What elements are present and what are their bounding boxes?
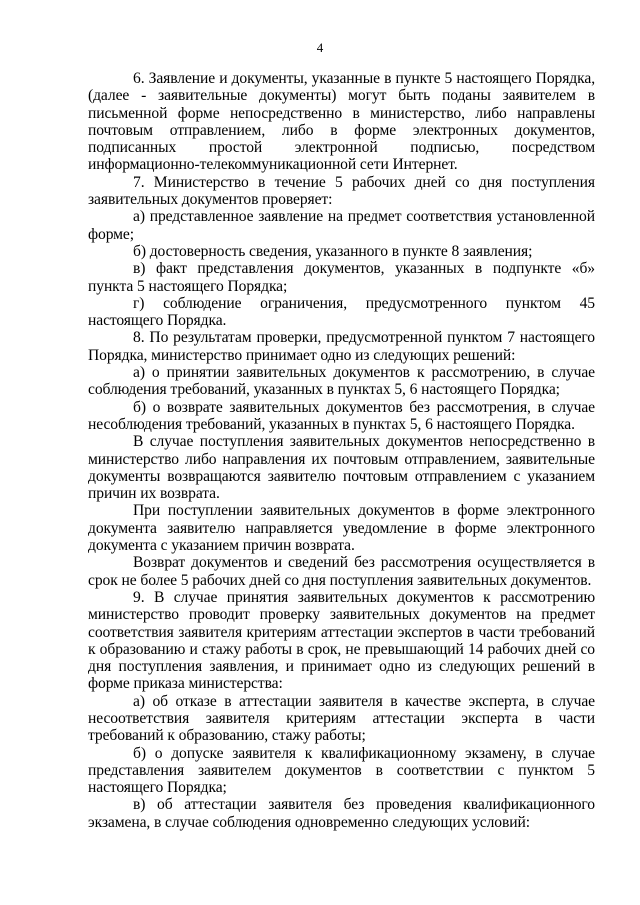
paragraph-9-b: б) о допуске заявителя к квалификационному экзамену, в случае представления заявителем документов в соответствии с пунктом 5 настоящего Порядка;	[88, 744, 595, 797]
paragraph-6: 6. Заявление и документы, указанные в пункте 5 настоящего Порядка, (далее - заявительные документы) могут быть поданы заявителем в письменной форме непосредственно в министерство, либо направлены почтовым отправлением, либо в форме электронных документов, подписанных простой электронной подписью, посредством информационно-телекоммуникационной сети Интернет.	[88, 70, 595, 174]
paragraph-9: 9. В случае принятия заявительных документов к рассмотрению министерство проводит проверку заявительных документов на предмет соответствия заявителя критериям аттестации экспертов в части требований к образованию и стажу работы в срок, не превышающий 14 рабочих дней со дня поступления заявления, и принимает одно из следующих решений в форме приказа министерства:	[88, 588, 595, 693]
paragraph-7-g: г) соблюдение ограничения, предусмотренного пунктом 45 настоящего Порядка.	[88, 294, 595, 330]
paragraph-7-b: б) достоверность сведения, указанного в пункте 8 заявления;	[133, 242, 533, 260]
paragraph-7-a: а) представленное заявление на предмет соответствия установленной форме;	[88, 208, 595, 243]
paragraph-8-b: б) о возврате заявительных документов без рассмотрения, в случае несоблюдения требований, указанных в пунктах 5, 6 настоящего Порядка.	[88, 398, 595, 433]
paragraph-8-a: а) о принятии заявительных документов к рассмотрению, в случае соблюдения требований, указанных в пунктах 5, 6 настоящего Порядка;	[88, 364, 595, 399]
paragraph-9-v: в) об аттестации заявителя без проведения квалификационного экзамена, в случае соблюдения одновременно следующих условий:	[88, 796, 595, 831]
paragraph-7: 7. Министерство в течение 5 рабочих дней со дня поступления заявительных документов проверяет:	[88, 173, 595, 209]
paragraph-8-return-electronic: При поступлении заявительных документов в форме электронного документа заявителю направляется уведомление в форме электронного документа с указанием причин возврата.	[88, 502, 595, 555]
paragraph-8-return-term: Возврат документов и сведений без рассмотрения осуществляется в срок не более 5 рабочих дней со дня поступления заявительных документов.	[88, 554, 595, 589]
document-body	[88, 70, 595, 831]
page-number: 4	[316, 40, 324, 55]
paragraph-8: 8. По результатам проверки, предусмотренной пунктом 7 настоящего Порядка, министерство принимает одно из следующих решений:	[88, 329, 595, 364]
paragraph-8-return-postal: В случае поступления заявительных документов непосредственно в министерство либо направления их почтовым отправлением, заявительные документы возвращаются заявителю почтовым отправлением с указанием причин их возврата.	[88, 433, 595, 503]
paragraph-7-v: в) факт представления документов, указанных в подпункте «б» пункта 5 настоящего Порядка;	[88, 260, 595, 295]
paragraph-9-a: а) об отказе в аттестации заявителя в качестве эксперта, в случае несоответствия заявителя критериям аттестации эксперта в части требований к образованию, стажу работы;	[88, 692, 595, 745]
